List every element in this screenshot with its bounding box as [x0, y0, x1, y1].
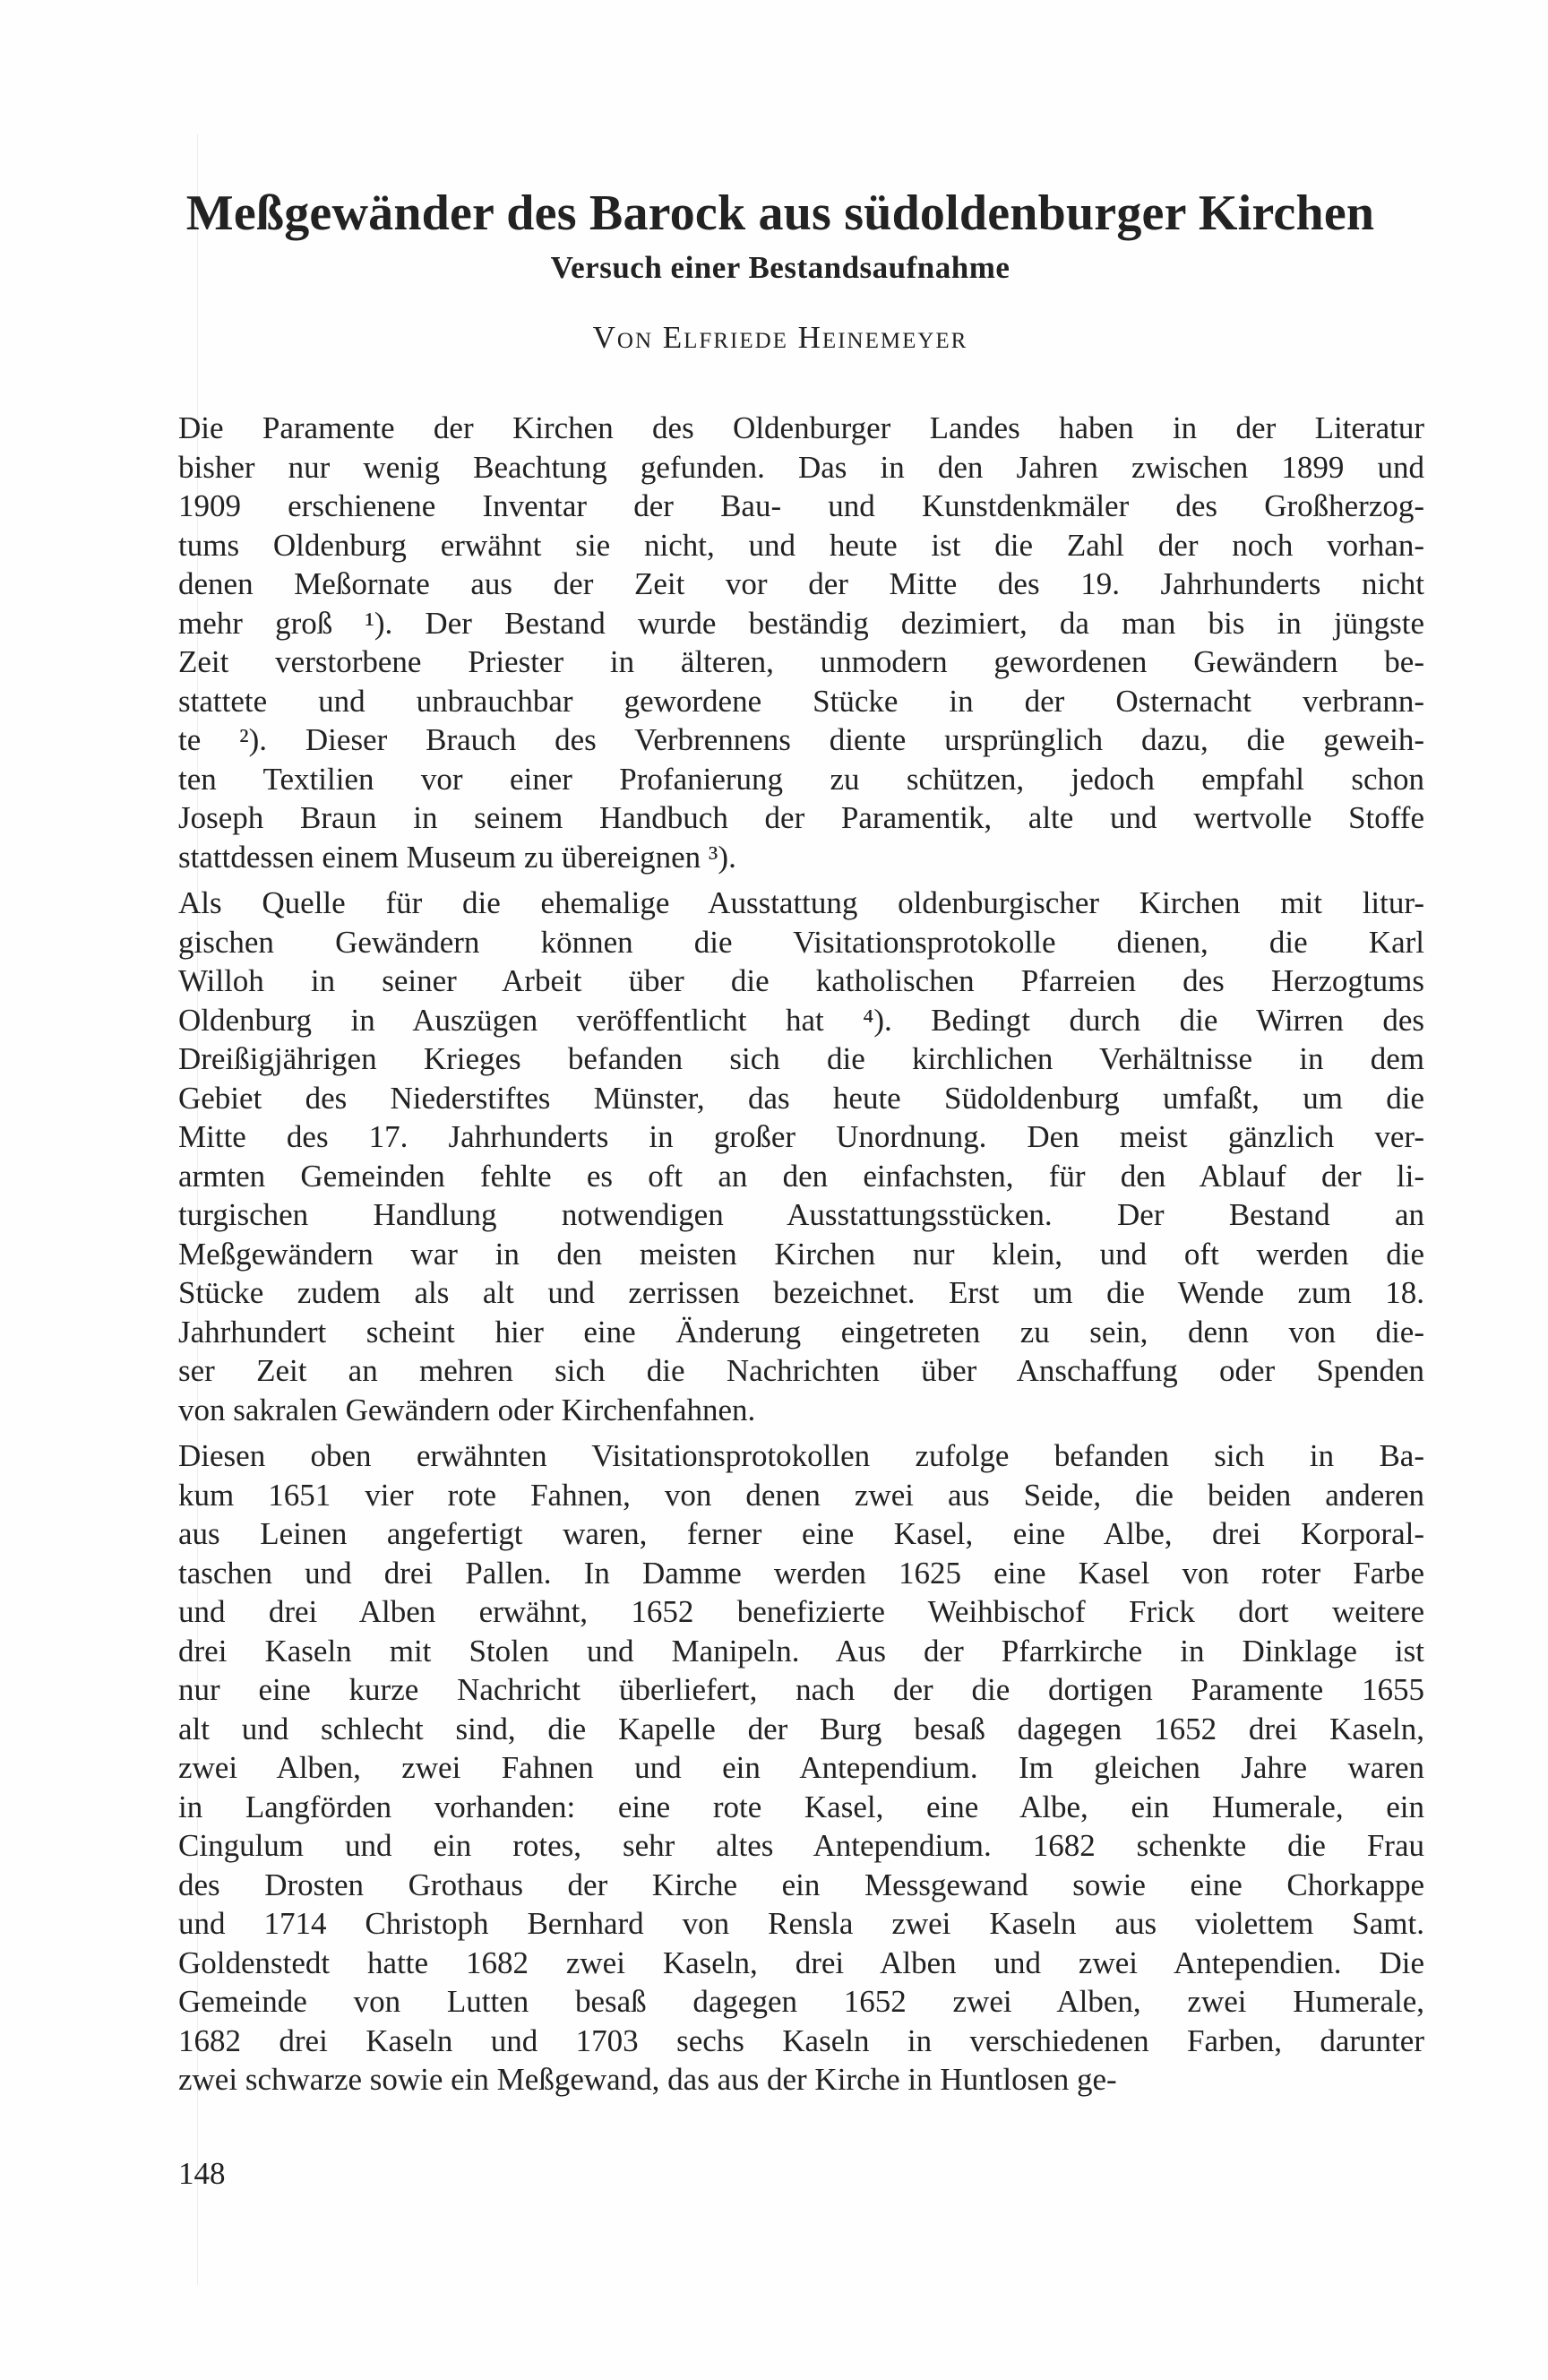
text-line: Zeit verstorbene Priester in älteren, unmodern gewordenen Gewändern be- — [178, 644, 1424, 679]
text-line: Joseph Braun in seinem Handbuch der Paramentik, alte und wertvolle Stoffe — [178, 800, 1424, 835]
text-line: aus Leinen angefertigt waren, ferner eine Kasel, eine Albe, drei Korporal- — [178, 1516, 1424, 1551]
text-line: mehr groß ¹). Der Bestand wurde beständig dezimiert, da man bis in jüngste — [178, 605, 1424, 641]
text-line: Meßgewändern war in den meisten Kirchen nur klein, und oft werden die — [178, 1236, 1424, 1272]
text-line: taschen und drei Pallen. In Damme werden 1625 eine Kasel von roter Farbe — [178, 1555, 1424, 1591]
text-line: und drei Alben erwähnt, 1652 benefizierte Weihbischof Frick dort weitere — [178, 1594, 1424, 1629]
text-line: zwei schwarze sowie ein Meßgewand, das aus der Kirche in Huntlosen ge- — [178, 2062, 1117, 2097]
text-line: 1682 drei Kaseln und 1703 sechs Kaseln in verschiedenen Farben, darunter — [178, 2022, 1424, 2058]
text-line: Gemeinde von Lutten besaß dagegen 1652 zwei Alben, zwei Humerale, — [178, 1984, 1424, 2019]
text-line: kum 1651 vier rote Fahnen, von denen zwei aus Seide, die beiden anderen — [178, 1477, 1424, 1513]
paragraph-gap — [178, 876, 1424, 884]
text-line: armten Gemeinden fehlte es oft an den einfachsten, für den Ablauf der li- — [178, 1158, 1424, 1194]
text-line: Dreißigjährigen Krieges befanden sich die kirchlichen Verhältnisse in dem — [178, 1041, 1424, 1076]
text-line: ser Zeit an mehren sich die Nachrichten über Anschaffung oder Spenden — [178, 1353, 1424, 1388]
text-line: Die Paramente der Kirchen des Oldenburger Landes haben in der Literatur — [178, 410, 1424, 445]
text-line: Als Quelle für die ehemalige Ausstattung oldenburgischer Kirchen mit litur- — [178, 885, 1424, 920]
text-line: stattdessen einem Museum zu übereignen ³). — [178, 839, 736, 875]
text-line: und 1714 Christoph Bernhard von Rensla zwei Kaseln aus violettem Samt. — [178, 1906, 1424, 1941]
article-title: Meßgewänder des Barock aus südoldenburger Kirchen — [185, 185, 1375, 241]
text-line: Gebiet des Niederstiftes Münster, das heute Südoldenburg umfaßt, um die — [178, 1080, 1424, 1116]
page-number: 148 — [178, 2156, 226, 2191]
text-line: alt und schlecht sind, die Kapelle der Burg besaß dagegen 1652 drei Kaseln, — [178, 1711, 1424, 1746]
article-author: Von Elfriede Heinemeyer — [592, 320, 968, 355]
text-line: gischen Gewändern können die Visitationsprotokolle dienen, die Karl — [178, 924, 1424, 960]
paragraph — [178, 884, 1424, 1429]
text-line: in Langförden vorhanden: eine rote Kasel, eine Albe, ein Humerale, ein — [178, 1789, 1424, 1824]
text-line: Cingulum und ein rotes, sehr altes Antependium. 1682 schenkte die Frau — [178, 1828, 1424, 1863]
text-line: te ²). Dieser Brauch des Verbrennens diente ursprünglich dazu, die geweih- — [178, 722, 1424, 757]
text-line: nur eine kurze Nachricht überliefert, nach der die dortigen Paramente 1655 — [178, 1672, 1424, 1707]
paragraph — [178, 1436, 1424, 2100]
text-line: denen Meßornate aus der Zeit vor der Mitte des 19. Jahrhunderts nicht — [178, 566, 1424, 601]
text-line: des Drosten Grothaus der Kirche ein Messgewand sowie eine Chorkappe — [178, 1867, 1424, 1902]
text-line: turgischen Handlung notwendigen Ausstattungsstücken. Der Bestand an — [178, 1197, 1424, 1232]
text-line: tums Oldenburg erwähnt sie nicht, und heute ist die Zahl der noch vorhan- — [178, 527, 1424, 563]
text-line: stattete und unbrauchbar gewordene Stücke in der Osternacht verbrann- — [178, 683, 1424, 719]
text-line: Oldenburg in Auszügen veröffentlicht hat ⁴). Bedingt durch die Wirren des — [178, 1002, 1424, 1038]
text-line: Diesen oben erwähnten Visitationsprotokollen zufolge befanden sich in Ba- — [178, 1438, 1424, 1473]
text-line: ten Textilien vor einer Profanierung zu schützen, jedoch empfahl schon — [178, 761, 1424, 797]
paragraph-gap — [178, 1429, 1424, 1436]
text-line: Willoh in seiner Arbeit über die katholischen Pfarreien des Herzogtums — [178, 963, 1424, 998]
text-line: drei Kaseln mit Stolen und Manipeln. Aus der Pfarrkirche in Dinklage ist — [178, 1633, 1424, 1669]
article-body — [178, 409, 1424, 2100]
text-line: bisher nur wenig Beachtung gefunden. Das in den Jahren zwischen 1899 und — [178, 449, 1424, 485]
text-line: von sakralen Gewändern oder Kirchenfahnen. — [178, 1392, 756, 1427]
article-subtitle: Versuch einer Bestandsaufnahme — [550, 250, 1010, 285]
text-line: Mitte des 17. Jahrhunderts in großer Unordnung. Den meist gänzlich ver- — [178, 1119, 1424, 1154]
text-line: Goldenstedt hatte 1682 zwei Kaseln, drei Alben und zwei Antependien. Die — [178, 1945, 1424, 1980]
text-line: 1909 erschienene Inventar der Bau- und Kunstdenkmäler des Großherzog- — [178, 488, 1424, 523]
text-line: zwei Alben, zwei Fahnen und ein Antependium. Im gleichen Jahre waren — [178, 1750, 1424, 1785]
text-line: Jahrhundert scheint hier eine Änderung eingetreten zu sein, denn von die- — [178, 1314, 1424, 1350]
text-line: Stücke zudem als alt und zerrissen bezeichnet. Erst um die Wende zum 18. — [178, 1275, 1424, 1310]
paragraph — [178, 409, 1424, 876]
